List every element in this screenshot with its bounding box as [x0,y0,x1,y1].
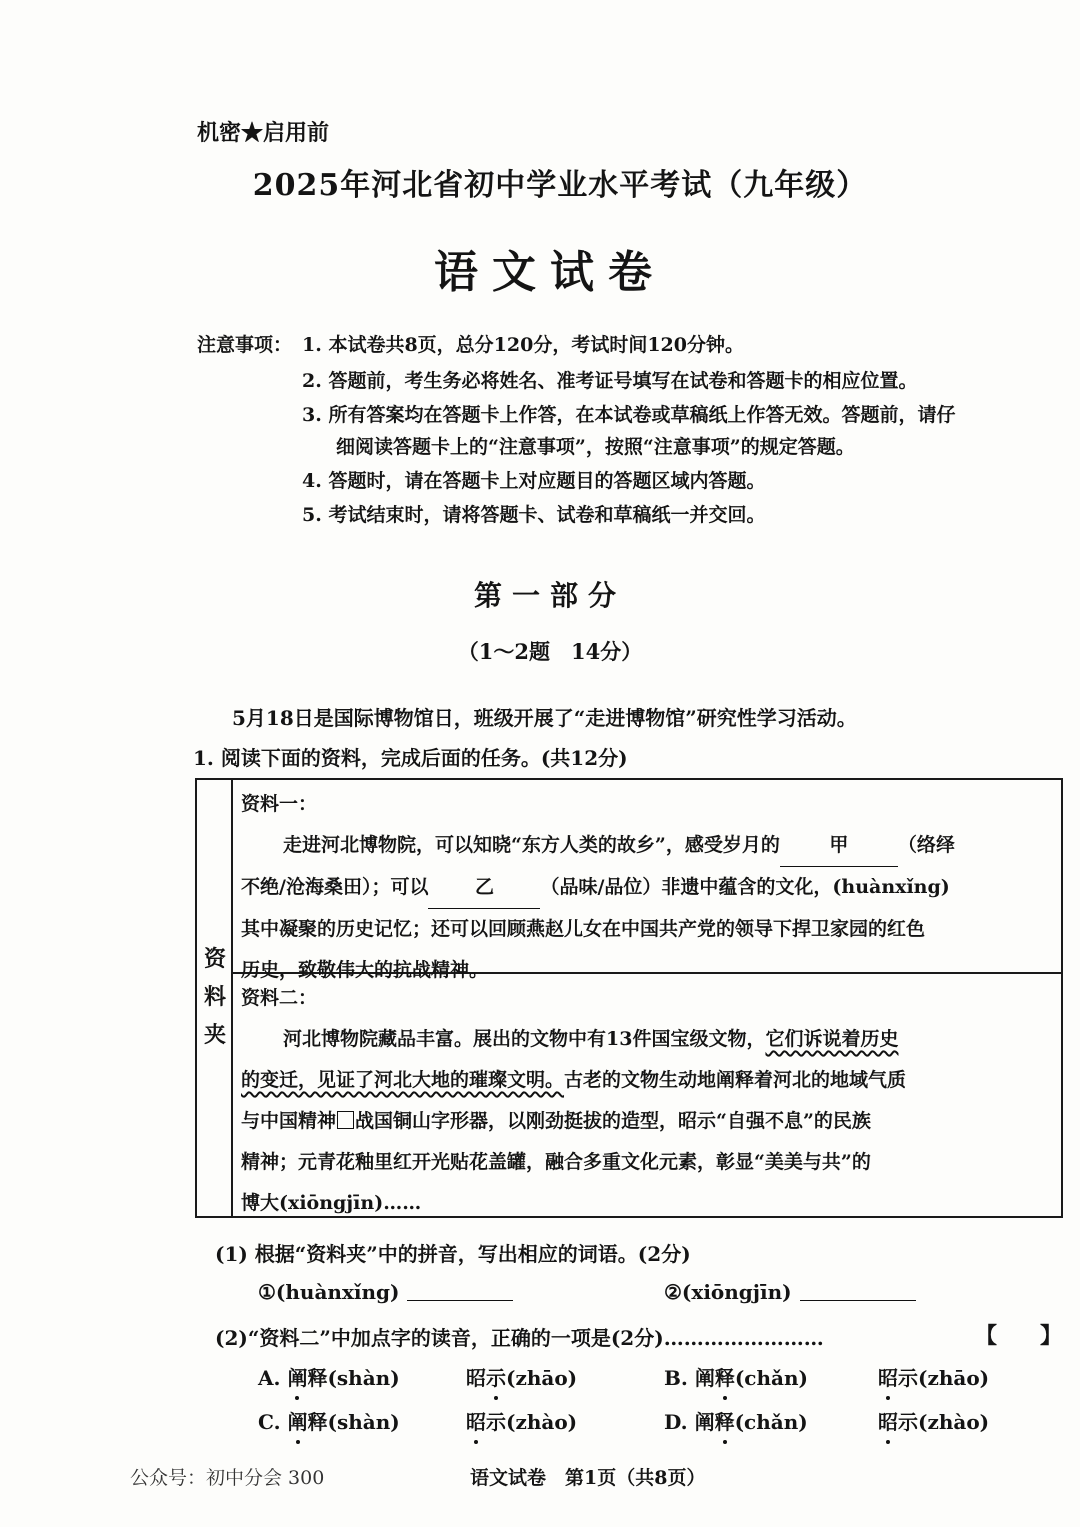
material-two-heading: 资料二： [241,987,318,1009]
confidential-mark: 机密★启用前 [197,120,330,146]
blank-yi: 乙 [428,867,540,909]
material-text-line: 走进河北博物院，可以知晓“东方人类的故乡”，感受岁月的 甲 （络绎 [241,825,1051,867]
folder-side-column [197,780,233,1216]
blank-jia: 甲 [780,825,898,867]
note-item: 5. 考试结束时，请将答题卡、试卷和草稿纸一并交回。 [302,504,766,526]
option-c-word-2: 昭示(zhào) [466,1406,577,1435]
answer-bracket-close: 】 [1040,1323,1063,1349]
material-two [241,978,1051,1224]
section-subtitle: （1～2题 14分） [457,639,643,664]
option-d: D. 阐释(chǎn) [664,1406,808,1435]
material-text-line: 的变迁，见证了河北大地的璀璨文明。古老的文物生动地阐释着河北的地域气质 [241,1069,907,1091]
answer-bracket-open: 【 [975,1323,998,1349]
material-text-line: 其中凝聚的历史记忆；还可以回顾燕赵儿女在中国共产党的领导下捍卫家园的红色 [241,918,926,940]
answer-line [800,1300,916,1301]
material-text-line: 历史，致敬伟大的抗战精神。 [241,959,489,981]
wavy-underlined-text: 它们诉说着历史 [765,1028,899,1050]
wavy-underlined-text: 的变迁，见证了河北大地的璀璨文明。 [241,1069,565,1091]
subquestion-2-stem: (2)“资料二”中加点字的读音，正确的一项是(2分)…………………… [215,1326,824,1350]
punctuation-blank-box [337,1111,354,1129]
exam-title: 2025年河北省初中学业水平考试（九年级） [252,168,868,203]
material-text-line: 河北博物院藏品丰富。展出的文物中有13件国宝级文物，它们诉说着历史 [283,1028,899,1050]
option-d-word-2: 昭示(zhào) [878,1406,989,1435]
note-item: 1. 本试卷共8页，总分120分，考试时间120分钟。 [302,334,744,356]
section-title: 第一部分 [473,579,626,612]
option-c: C. 阐释(shàn) [258,1406,400,1435]
material-text-line: 不绝/沧海桑田）；可以 乙 （品味/品位）非遗中蕴含的文化，(huànxǐng) [241,867,1051,909]
subquestion-1-stem: (1) 根据“资料夹”中的拼音，写出相应的词语。(2分) [215,1242,691,1266]
note-item: 2. 答题前，考生务必将姓名、准考证号填写在试卷和答题卡的相应位置。 [302,370,918,392]
answer-line [407,1300,513,1301]
note-item: 4. 答题时，请在答题卡上对应题目的答题区域内答题。 [302,470,766,492]
option-a: A. 阐释(shàn) [258,1362,400,1391]
folder-label: 资料夹 [203,946,226,1048]
material-text-line: 与中国精神 战国铜山字形器，以刚劲挺拔的造型，昭示“自强不息”的民族 [241,1110,871,1132]
material-one [241,784,1051,991]
subquestion-1-item-2: ②(xiōngjīn) [664,1280,916,1304]
question-1-stem: 1. 阅读下面的资料，完成后面的任务。(共12分) [193,746,628,770]
material-text-line: 精神；元青花釉里红开光贴花盖罐，融合多重文化元素，彰显“美美与共”的 [241,1151,871,1173]
page-footer: 语文试卷 第1页（共8页） [470,1467,706,1489]
subquestion-1-item-1: ①(huànxǐng) [258,1280,513,1304]
notes-label: 注意事项： [197,334,293,356]
footer-watermark: 公众号：初中分会 300 [130,1467,325,1489]
note-item: 3. 所有答案均在答题卡上作答，在本试卷或草稿纸上作答无效。答题前，请仔 [302,404,956,426]
material-folder [195,778,1063,1218]
option-b-word-2: 昭示(zhāo) [878,1362,989,1391]
intro-text: 5月18日是国际博物馆日，班级开展了“走进博物馆”研究性学习活动。 [232,706,857,730]
option-a-word-2: 昭示(zhāo) [466,1362,577,1391]
material-one-heading: 资料一： [241,793,318,815]
note-item-continued: 细阅读答题卡上的“注意事项”，按照“注意事项”的规定答题。 [336,436,855,458]
material-text-line: 博大(xiōngjīn)…… [241,1192,422,1214]
option-b: B. 阐释(chǎn) [664,1362,808,1391]
paper-title: 语文试卷 [434,247,666,298]
